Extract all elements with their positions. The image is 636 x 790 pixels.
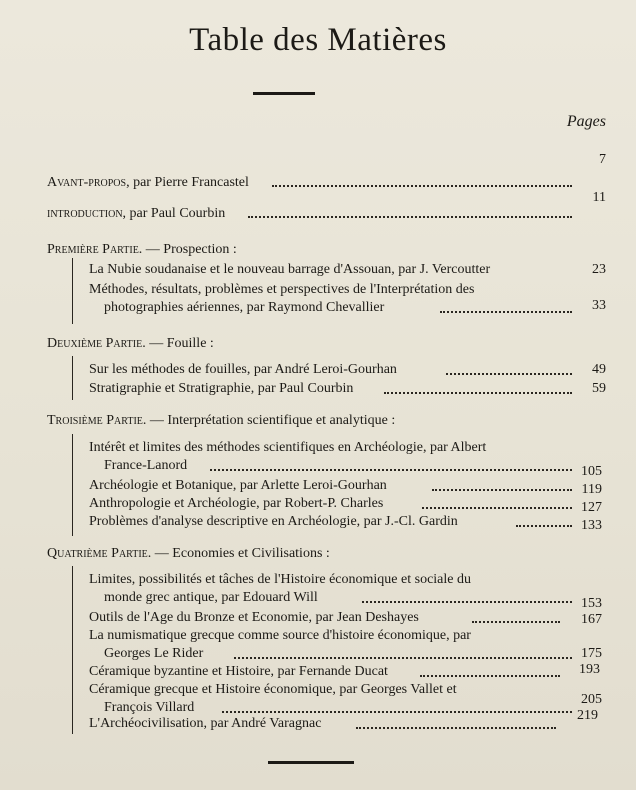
dot-leader	[432, 489, 572, 491]
page-number: 167	[581, 612, 602, 627]
dot-leader	[356, 727, 556, 729]
toc-entry-continued: photographies aériennes, par Raymond Chevallier	[104, 300, 385, 315]
dot-leader	[472, 621, 560, 623]
page-number: 59	[592, 381, 606, 396]
page-number: 127	[581, 500, 602, 515]
part-heading: Troisième Partie. — Interprétation scientifique et analytique :	[47, 413, 396, 428]
toc-entry-avant-propos[interactable]: Avant-propos, par Pierre Francastel	[47, 175, 249, 190]
toc-entry[interactable]: La Nubie soudanaise et le nouveau barrage d'Assouan, par J. Vercoutter	[89, 262, 491, 277]
dot-leader	[440, 311, 572, 313]
page-number: 219	[577, 708, 598, 723]
dot-leader	[210, 469, 572, 471]
dot-leader	[272, 185, 572, 187]
pages-column-header: Pages	[566, 113, 606, 130]
page-number: 23	[592, 262, 606, 277]
dot-leader	[422, 507, 572, 509]
page-number: 33	[592, 298, 606, 313]
part-heading: Deuxième Partie. — Fouille :	[47, 336, 214, 351]
part-heading: Première Partie. — Prospection :	[47, 242, 237, 257]
toc-entry[interactable]: La numismatique grecque comme source d'histoire économique, par	[89, 628, 471, 643]
part-bracket	[72, 258, 73, 324]
toc-entry-continued: François Villard	[104, 700, 195, 715]
toc-entry-continued: France-Lanord	[104, 458, 188, 473]
page-title: Table des Matières	[189, 22, 447, 58]
dot-leader	[234, 657, 572, 659]
toc-entry-continued: monde grec antique, par Edouard Will	[104, 590, 318, 605]
dot-leader	[446, 373, 572, 375]
toc-entry[interactable]: Stratigraphie et Stratigraphie, par Paul Courbin	[89, 381, 354, 396]
toc-entry[interactable]: Intérêt et limites des méthodes scientifiques en Archéologie, par Albert	[89, 440, 487, 455]
toc-entry[interactable]: Sur les méthodes de fouilles, par André Leroi-Gourhan	[89, 362, 397, 377]
toc-entry[interactable]: Anthropologie et Archéologie, par Robert-P. Charles	[89, 496, 384, 511]
part-heading: Quatrième Partie. — Economies et Civilisations :	[47, 546, 330, 561]
page-number: 153	[581, 596, 602, 611]
page-number: 175	[581, 646, 602, 661]
closing-rule	[268, 761, 354, 764]
page-number: 119	[581, 482, 602, 497]
toc-entry[interactable]: Céramique grecque et Histoire économique, par Georges Vallet et	[89, 682, 457, 697]
page-number: 7	[599, 152, 606, 167]
toc-entry-continued: Georges Le Rider	[104, 646, 204, 661]
toc-entry[interactable]: Méthodes, résultats, problèmes et perspectives de l'Interprétation des	[89, 282, 475, 297]
page-number: 49	[592, 362, 606, 377]
part-bracket	[72, 434, 73, 536]
toc-entry[interactable]: Outils de l'Age du Bronze et Economie, par Jean Deshayes	[89, 610, 419, 625]
page-number: 193	[579, 662, 600, 677]
toc-entry[interactable]: Céramique byzantine et Histoire, par Fernande Ducat	[89, 664, 388, 679]
toc-entry[interactable]: Problèmes d'analyse descriptive en Archéologie, par J.-Cl. Gardin	[89, 514, 458, 529]
part-bracket	[72, 356, 73, 400]
page-number: 105	[581, 464, 602, 479]
toc-entry[interactable]: L'Archéocivilisation, par André Varagnac	[89, 716, 322, 731]
page-number: 133	[581, 518, 602, 533]
dot-leader	[384, 392, 572, 394]
dot-leader	[248, 216, 572, 218]
title-rule	[253, 92, 315, 95]
dot-leader	[222, 711, 572, 713]
dot-leader	[362, 601, 572, 603]
page-number: 205	[581, 692, 602, 707]
page-number: 11	[592, 190, 606, 205]
part-bracket	[72, 566, 73, 734]
toc-entry[interactable]: Limites, possibilités et tâches de l'Histoire économique et sociale du	[89, 572, 471, 587]
dot-leader	[420, 675, 560, 677]
toc-entry-introduction[interactable]: introduction, par Paul Courbin	[47, 206, 226, 221]
toc-entry[interactable]: Archéologie et Botanique, par Arlette Leroi-Gourhan	[89, 478, 387, 493]
